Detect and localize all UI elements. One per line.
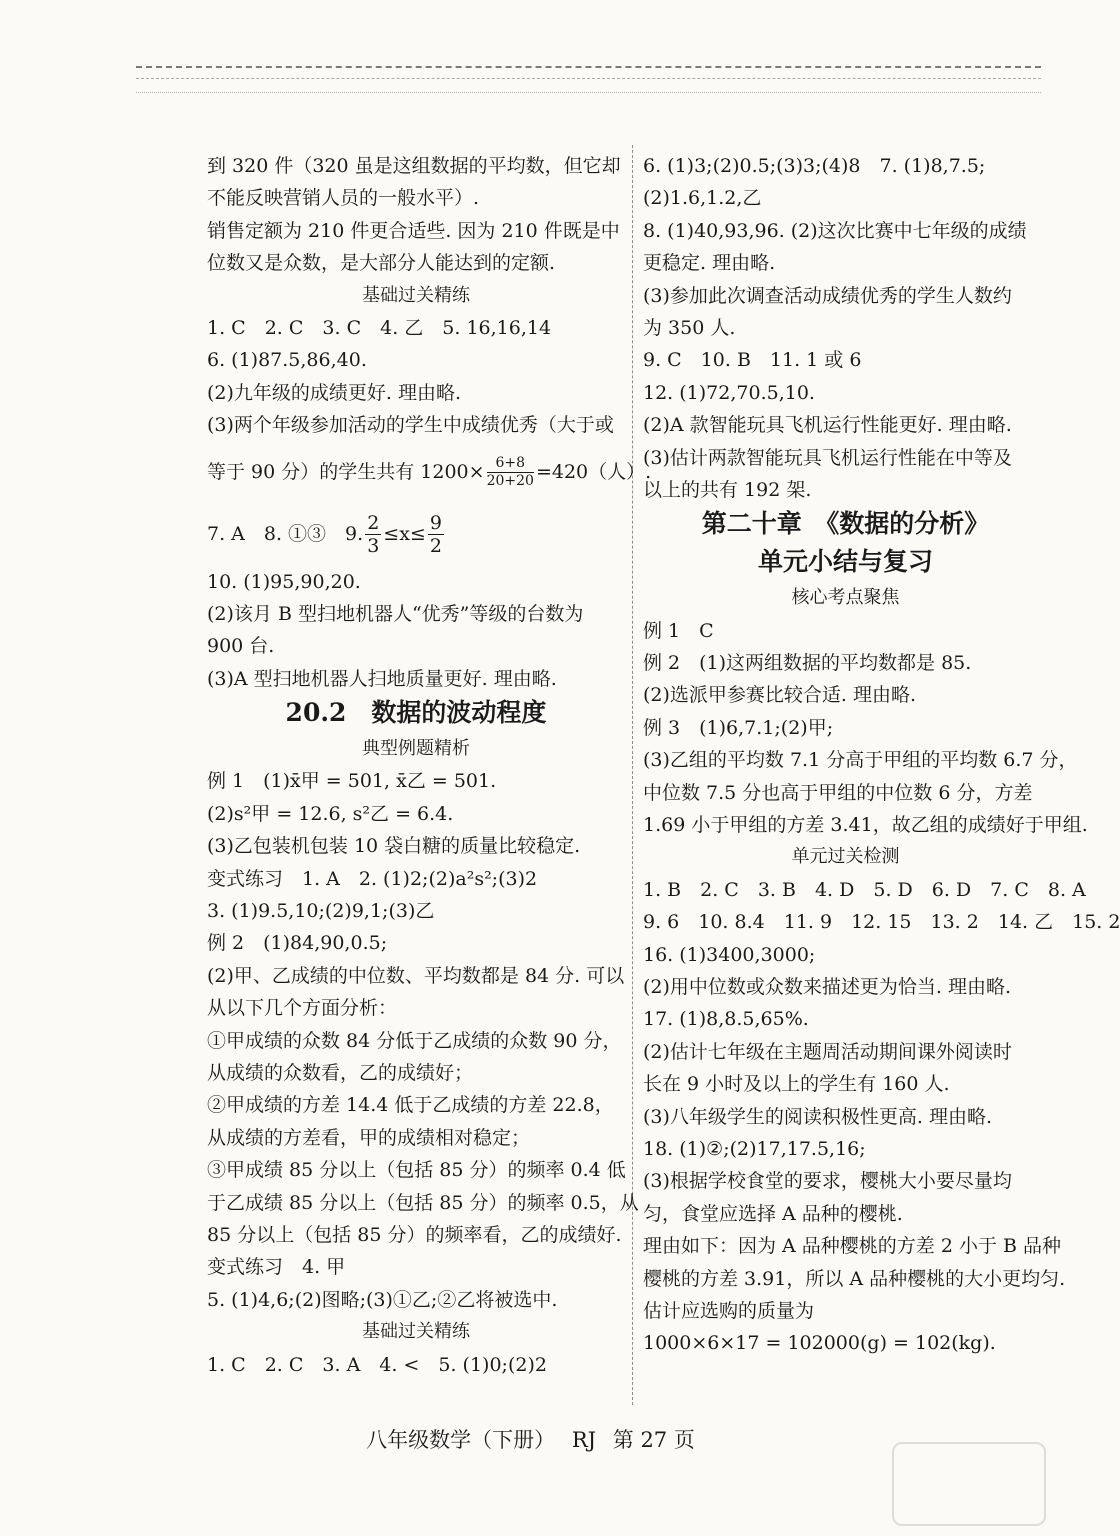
- formula-prefix: 等于 90 分）的学生共有 1200×: [207, 461, 485, 484]
- fraction-numerator: 6+8: [487, 455, 534, 473]
- column-divider: [632, 145, 633, 1405]
- formula-suffix: =420（人）.: [535, 461, 652, 484]
- answer-line: 例 1 (1)x̄甲 = 501, x̄乙 = 501.: [207, 770, 497, 793]
- answer-line: 900 台.: [207, 635, 275, 658]
- answer-line: (2)1.6,1.2,乙: [643, 187, 762, 210]
- answer-line: 1.69 小于甲组的方差 3.41，故乙组的成绩好于甲组.: [643, 814, 1088, 837]
- answer-line: (3)两个年级参加活动的学生中成绩优秀（大于或: [207, 414, 614, 437]
- answer-line: 为 350 人.: [643, 316, 736, 339]
- answer-line: 到 320 件（320 虽是这组数据的平均数，但它却: [207, 155, 621, 177]
- section-subtitle: 核心考点聚焦: [791, 587, 900, 609]
- answer-line: 更稳定. 理由略.: [643, 252, 776, 275]
- answer-line: 销售定额为 210 件更合适些. 因为 210 件既是中: [207, 219, 620, 242]
- answer-line: (3)根据学校食堂的要求，樱桃大小要尽量均: [643, 1170, 1012, 1193]
- answer-line: 以上的共有 192 架.: [643, 478, 812, 501]
- section-subtitle: 典型例题精析: [362, 738, 470, 760]
- section-subtitle: 基础过关精练: [362, 1321, 470, 1343]
- section-subtitle: 基础过关精练: [362, 284, 470, 306]
- answer-line: (3)估计两款智能玩具飞机运行性能在中等及: [643, 446, 1012, 469]
- fraction: [428, 512, 444, 557]
- fraction-denominator: 20+20: [486, 473, 534, 490]
- answer-line: 8. (1)40,93,96. (2)这次比赛中七年级的成绩: [643, 219, 1027, 242]
- answer-line: 16. (1)3400,3000;: [643, 943, 816, 966]
- footer-grade: 八年级数学（下册）: [366, 1428, 556, 1452]
- answer-line: (3)乙组的平均数 7.1 分高于甲组的平均数 6.7 分，: [643, 749, 1078, 772]
- answer-line: 1000×6×17 = 102000(g) = 102(kg).: [643, 1332, 996, 1355]
- answer-line: 估计应选购的质量为: [643, 1299, 815, 1322]
- answer-line: 6. (1)87.5,86,40.: [207, 349, 367, 372]
- formula-line: [207, 442, 652, 504]
- answer-line: (3)A 型扫地机器人扫地质量更好. 理由略.: [207, 667, 557, 690]
- answer-line: 17. (1)8,8.5,65%.: [643, 1008, 809, 1031]
- answer-line: 例 2 (1)这两组数据的平均数都是 85.: [643, 652, 972, 675]
- answer-line: (2)s²甲 = 12.6, s²乙 = 6.4.: [207, 802, 454, 825]
- answer-line: 例 1 C: [643, 619, 714, 642]
- answer-line: 匀，食堂应选择 A 品种的樱桃.: [643, 1202, 903, 1225]
- answer-line: (2)该月 B 型扫地机器人“优秀”等级的台数为: [207, 602, 584, 625]
- fraction: [487, 455, 534, 490]
- left-column: [207, 150, 652, 1381]
- answer-line: 理由如下：因为 A 品种樱桃的方差 2 小于 B 品种: [643, 1235, 1062, 1258]
- fraction-denominator: 2: [429, 535, 442, 558]
- page-number: 第 27 页: [612, 1428, 695, 1452]
- fraction-numerator: 9: [429, 512, 442, 535]
- fraction-denominator: 3: [367, 535, 380, 558]
- answer-line: 变式练习 4. 甲: [207, 1256, 346, 1279]
- chapter-subtitle: 单元小结与复习: [757, 547, 933, 577]
- header-rule: [136, 66, 1041, 104]
- answer-line: (2)九年级的成绩更好. 理由略.: [207, 381, 462, 404]
- inequality-symbols: ≤x≤: [383, 523, 426, 546]
- answer-line: 85 分以上（包括 85 分）的频率看，乙的成绩好.: [207, 1223, 622, 1246]
- answer-line: 12. (1)72,70.5,10.: [643, 381, 815, 404]
- answer-line: (2)估计七年级在主题周活动期间课外阅读时: [643, 1040, 1012, 1063]
- answer-line: 例 3 (1)6,7.1;(2)甲;: [643, 716, 834, 739]
- right-column: [643, 150, 1120, 1360]
- answer-line: 3. (1)9.5,10;(2)9,1;(3)乙: [207, 900, 435, 923]
- answer-line: 1. B 2. C 3. B 4. D 5. D 6. D 7. C 8. A: [643, 878, 1086, 901]
- answer-line: (3)乙包装机包装 10 袋白糖的质量比较稳定.: [207, 835, 581, 858]
- answer-line: 1. C 2. C 3. C 4. 乙 5. 16,16,14: [207, 316, 552, 339]
- fraction-numerator: 2: [367, 512, 380, 535]
- answer-line: 长在 9 小时及以上的学生有 160 人.: [643, 1073, 950, 1096]
- answer-line: 1. C 2. C 3. A 4. < 5. (1)0;(2)2: [207, 1353, 547, 1376]
- answer-line: 18. (1)②;(2)17,17.5,16;: [643, 1137, 866, 1160]
- fraction: [365, 512, 381, 557]
- answer-line: 5. (1)4,6;(2)图略;(3)①乙;②乙将被选中.: [207, 1288, 558, 1311]
- answer-line: (2)A 款智能玩具飞机运行性能更好. 理由略.: [643, 414, 1012, 437]
- answer-line: (2)甲、乙成绩的中位数、平均数都是 84 分. 可以: [207, 964, 625, 987]
- section-title: 20.2 数据的波动程度: [285, 698, 547, 728]
- answer-line: 9. 6 10. 8.4 11. 9 12. 15 13. 2 14. 乙 15. 2: [643, 911, 1120, 934]
- answer-line: 于乙成绩 85 分以上（包括 85 分）的频率 0.5，从: [207, 1191, 639, 1214]
- answer-line: 变式练习 1. A 2. (1)2;(2)a²s²;(3)2: [207, 867, 538, 890]
- answer-line: (3)八年级学生的阅读积极性更高. 理由略.: [643, 1105, 993, 1128]
- answer-line: 6. (1)3;(2)0.5;(3)3;(4)8 7. (1)8,7.5;: [643, 155, 986, 177]
- answer-line: 从以下几个方面分析：: [207, 997, 398, 1020]
- answer-line: 10. (1)95,90,20.: [207, 570, 361, 593]
- answer-line: 不能反映营销人员的一般水平）.: [207, 187, 480, 210]
- answer-line: 樱桃的方差 3.91，所以 A 品种樱桃的大小更均匀.: [643, 1267, 1066, 1290]
- footer-edition: RJ: [571, 1428, 597, 1452]
- answer-line: (3)参加此次调查活动成绩优秀的学生人数约: [643, 284, 1012, 307]
- answer-line: ②甲成绩的方差 14.4 低于乙成绩的方差 22.8，: [207, 1094, 614, 1117]
- answer-line: 例 2 (1)84,90,0.5;: [207, 932, 388, 955]
- answer-line: ①甲成绩的众数 84 分低于乙成绩的众数 90 分，: [207, 1029, 622, 1052]
- answer-line: (2)用中位数或众数来描述更为恰当. 理由略.: [643, 975, 1012, 998]
- answer-line: ③甲成绩 85 分以上（包括 85 分）的频率 0.4 低: [207, 1159, 626, 1182]
- answer-line: (2)选派甲参赛比较合适. 理由略.: [643, 684, 917, 707]
- answer-line: 从成绩的众数看，乙的成绩好；: [207, 1061, 474, 1084]
- answer-line: 位数又是众数，是大部分人能达到的定额.: [207, 252, 556, 275]
- chapter-title: 第二十章 《数据的分析》: [701, 509, 990, 539]
- answer-line: 9. C 10. B 11. 1 或 6: [643, 349, 862, 372]
- answers-7-9: 7. A 8. ①③ 9.: [207, 523, 364, 546]
- inequality-line: [207, 504, 625, 566]
- answer-line: 中位数 7.5 分也高于甲组的中位数 6 分，方差: [643, 781, 1033, 804]
- watermark-logo: [892, 1442, 1046, 1526]
- section-subtitle: 单元过关检测: [791, 846, 900, 868]
- answer-line: 从成绩的方差看，甲的成绩相对稳定；: [207, 1126, 531, 1149]
